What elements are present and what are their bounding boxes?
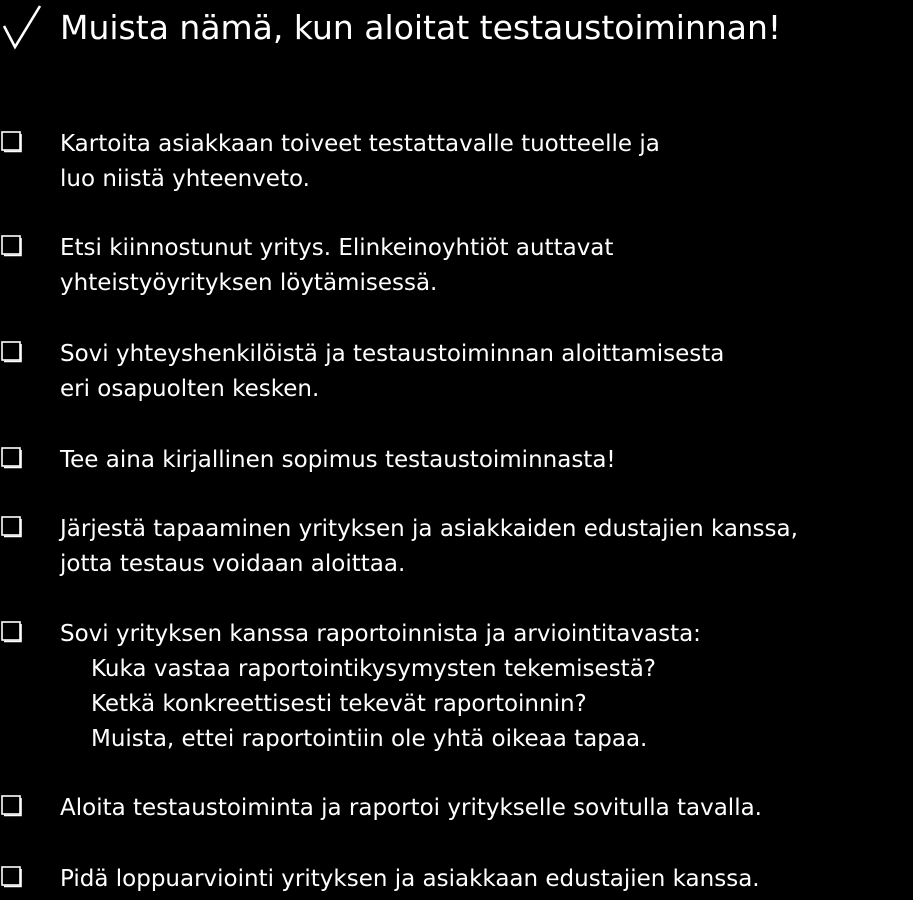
item-line: Tee aina kirjallinen sopimus testaustoiminnasta! — [60, 447, 616, 473]
checkbox-icon[interactable] — [1, 516, 23, 538]
checkbox-icon[interactable] — [1, 131, 23, 153]
page-title: Muista nämä, kun aloitat testaustoiminnan! — [60, 8, 782, 47]
checkbox-icon[interactable] — [1, 235, 23, 257]
item-line: Sovi yrityksen kanssa raportoinnista ja arviointitavasta: — [60, 621, 701, 647]
item-line: jotta testaus voidaan aloittaa. — [60, 551, 406, 577]
item-subline: Ketkä konkreettisesti tekevät raportoinnin? — [91, 691, 587, 717]
checklist-item-text — [60, 337, 724, 407]
checklist-item-text — [60, 791, 762, 826]
checkbox-icon[interactable] — [1, 341, 23, 363]
item-line: Kartoita asiakkaan toiveet testattavalle tuotteelle ja — [60, 131, 660, 157]
item-line: Aloita testaustoiminta ja raportoi yritykselle sovitulla tavalla. — [60, 795, 762, 821]
checklist-item-text — [60, 127, 660, 197]
checklist-header — [0, 4, 913, 54]
checkbox-icon[interactable] — [1, 795, 23, 817]
checkbox-icon[interactable] — [1, 866, 23, 888]
item-line: Etsi kiinnostunut yritys. Elinkeinoyhtiöt auttavat — [60, 235, 614, 261]
item-line: eri osapuolten kesken. — [60, 376, 320, 402]
checklist-item-text — [60, 443, 616, 478]
item-line: Sovi yhteyshenkilöistä ja testaustoiminnan aloittamisesta — [60, 341, 725, 367]
checklist-item-text — [60, 862, 760, 897]
checkbox-icon[interactable] — [1, 447, 23, 469]
check-mark-icon — [2, 4, 42, 50]
item-subline: Kuka vastaa raportointikysymysten tekemisestä? — [91, 656, 656, 682]
item-subline: Muista, ettei raportointiin ole yhtä oikeaa tapaa. — [91, 726, 648, 752]
item-line: Järjestä tapaaminen yrityksen ja asiakkaiden edustajien kanssa, — [60, 516, 798, 542]
item-line: luo niistä yhteenveto. — [60, 166, 310, 192]
checklist-item-text — [60, 231, 613, 301]
checklist-item-text — [60, 512, 798, 582]
checkbox-icon[interactable] — [1, 621, 23, 643]
checklist-item-text — [60, 617, 701, 757]
item-line: yhteistyöyrityksen löytämisessä. — [60, 270, 438, 296]
item-line: Pidä loppuarviointi yrityksen ja asiakkaan edustajien kanssa. — [60, 866, 760, 892]
